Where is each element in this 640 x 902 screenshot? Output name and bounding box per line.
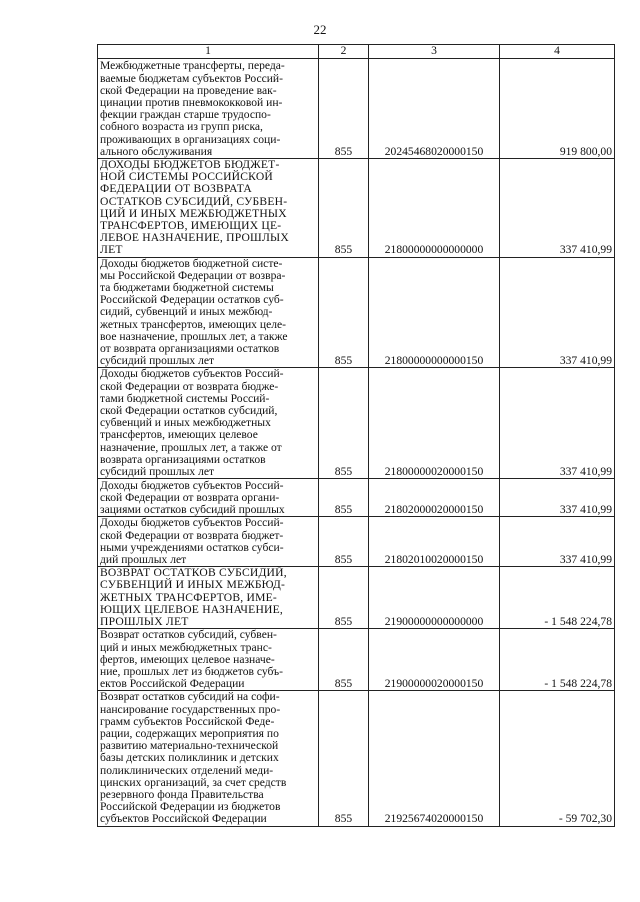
table-row [98,691,615,826]
row-classification-code: 20245468020000150 [369,59,500,159]
header-col-4: 4 [500,45,615,59]
row-admin-code: 855 [319,567,369,629]
table-header-row [98,45,615,59]
table-row [98,368,615,479]
row-name: Межбюджетные трансферты, переда- ваемые бюджетам субъектов Россий- ской Федерации на проведение вак- цинации против пневмококковой ин- фекции граждан старше трудоспо- собного возраста из групп риска, проживающих в организациях соци- ального обслуживания [98,59,319,159]
row-name: Возврат остатков субсидий на софи- нансирование государственных про- грамм субъектов Российской Феде- рации, содержащих мероприятия по развитию материально-технической базы детских поликлиник и детских поликлинических отделений меди- цинских организаций, за счет средств резервного фонда Правительства Российской Федерации из бюджетов субъектов Российской Федерации [98,691,319,826]
row-amount: - 1 548 224,78 [500,629,615,691]
row-amount: 337 410,99 [500,368,615,479]
row-amount: 337 410,99 [500,479,615,517]
row-name: Доходы бюджетов субъектов Россий- ской Федерации от возврата бюдже- тами бюджетной системы Россий- ской Федерации остатков субсидий, субвенций и иных межбюджетных трансфертов, имеющих целевое назначение, прошлых лет, а также от возврата организациями остатков субсидий прошлых лет [98,368,319,479]
row-amount: - 1 548 224,78 [500,567,615,629]
table-row [98,629,615,691]
row-name: ВОЗВРАТ ОСТАТКОВ СУБСИДИЙ, СУБВЕНЦИЙ И ИНЫХ МЕЖБЮД- ЖЕТНЫХ ТРАНСФЕРТОВ, ИМЕ- ЮЩИХ ЦЕЛЕВОЕ НАЗНАЧЕНИЕ, ПРОШЛЫХ ЛЕТ [98,567,319,629]
header-col-1: 1 [98,45,319,59]
row-amount: 337 410,99 [500,517,615,567]
table-row [98,59,615,159]
row-admin-code: 855 [319,59,369,159]
row-amount: 337 410,99 [500,257,615,368]
row-name: ДОХОДЫ БЮДЖЕТОВ БЮДЖЕТ- НОЙ СИСТЕМЫ РОССИЙСКОЙ ФЕДЕРАЦИИ ОТ ВОЗВРАТА ОСТАТКОВ СУБСИДИЙ, СУБВЕН- ЦИЙ И ИНЫХ МЕЖБЮДЖЕТНЫХ ТРАНСФЕРТОВ, ИМЕЮЩИХ ЦЕ- ЛЕВОЕ НАЗНАЧЕНИЕ, ПРОШЛЫХ ЛЕТ [98,159,319,258]
row-amount: - 59 702,30 [500,691,615,826]
row-admin-code: 855 [319,257,369,368]
row-admin-code: 855 [319,629,369,691]
row-amount: 919 800,00 [500,59,615,159]
table-row [98,567,615,629]
row-classification-code: 21900000020000150 [369,629,500,691]
row-classification-code: 21900000000000000 [369,567,500,629]
row-classification-code: 21925674020000150 [369,691,500,826]
row-admin-code: 855 [319,517,369,567]
table-row [98,257,615,368]
row-name: Доходы бюджетов бюджетной систе- мы Российской Федерации от возвра- та бюджетами бюджетной системы Российской Федерации остатков суб- сидий, субвенций и иных межбюд- жетных трансфертов, имеющих целе- вое назначение, прошлых лет, а также от возврата организациями остатков субсидий прошлых лет [98,257,319,368]
row-classification-code: 21800000000000150 [369,257,500,368]
row-admin-code: 855 [319,368,369,479]
header-col-2: 2 [319,45,369,59]
row-admin-code: 855 [319,159,369,258]
table-row [98,517,615,567]
row-admin-code: 855 [319,691,369,826]
budget-table [97,44,615,827]
row-name: Возврат остатков субсидий, субвен- ций и иных межбюджетных транс- фертов, имеющих целевое назначе- ние, прошлых лет из бюджетов субъ- ектов Российской Федерации [98,629,319,691]
row-name: Доходы бюджетов субъектов Россий- ской Федерации от возврата органи- зациями остатков субсидий прошлых [98,479,319,517]
header-col-3: 3 [369,45,500,59]
row-classification-code: 21800000020000150 [369,368,500,479]
row-admin-code: 855 [319,479,369,517]
row-classification-code: 21800000000000000 [369,159,500,258]
table-row [98,159,615,258]
row-amount: 337 410,99 [500,159,615,258]
table-row [98,479,615,517]
page-number: 22 [313,22,327,37]
row-name: Доходы бюджетов субъектов Россий- ской Федерации от возврата бюджет- ными учреждениями остатков субси- дий прошлых лет [98,517,319,567]
row-classification-code: 21802000020000150 [369,479,500,517]
row-classification-code: 21802010020000150 [369,517,500,567]
